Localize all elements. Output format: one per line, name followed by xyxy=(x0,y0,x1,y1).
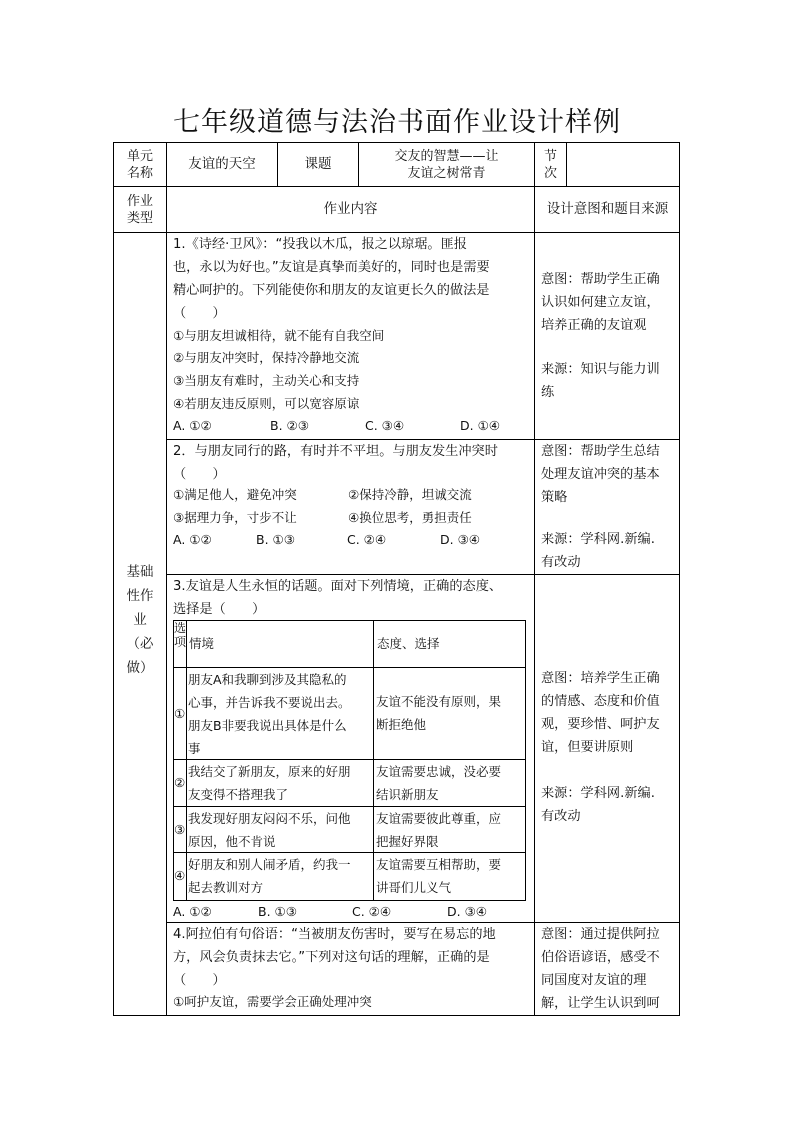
category-label-text: 基础性作业（必做） xyxy=(126,564,154,676)
q2-item: ④换位思考，勇担责任 xyxy=(348,510,472,525)
q3-scene-line: 心事，并告诉我不要说出去。 xyxy=(188,695,351,710)
q3-scene-line: 原因，他不肯说 xyxy=(188,834,276,849)
q3-row-scene xyxy=(188,853,351,899)
lesson-value-text: 交友的智慧——让友谊之树常青 xyxy=(394,148,499,181)
q1-source-line: 来源：知识与能力训 xyxy=(541,362,660,377)
q3-row-number: ④ xyxy=(174,868,186,883)
q3-source-line: 来源：学科网.新编. xyxy=(541,786,655,801)
q2-source-line: 有改动 xyxy=(541,555,581,570)
q4-stem xyxy=(173,923,533,992)
q3-scene-line: 起去教训对方 xyxy=(188,880,264,895)
q3-intent-line: 谊，但要讲原则 xyxy=(541,740,634,755)
q3-row-scene xyxy=(188,807,351,853)
q3-option-c: C. ②④ xyxy=(352,904,392,919)
category-label xyxy=(114,560,166,680)
q3-attitude-line: 断拒绝他 xyxy=(376,717,427,732)
q3-scene-line: 事 xyxy=(188,741,201,756)
q1-intent-line: 培养正确的友谊观 xyxy=(541,318,647,333)
section-label-text: 节次 xyxy=(543,148,557,181)
q3-row-attitude xyxy=(376,853,501,899)
q3-attitude-line: 友谊需要忠诚，没必要 xyxy=(376,764,502,779)
col-divider xyxy=(534,142,535,1016)
q2-option-d: D. ③④ xyxy=(440,532,480,547)
q2-intent-line: 意图：帮助学生总结 xyxy=(541,444,660,459)
q1-stem xyxy=(173,233,533,325)
type-column-header-text: 作业类型 xyxy=(126,193,153,226)
q1-item: ④若朋友违反原则，可以宽容原谅 xyxy=(173,396,360,411)
q2-intent-line: 处理友谊冲突的基本 xyxy=(541,467,660,482)
q4-intent-line: 伯俗语谚语，感受不 xyxy=(541,950,660,965)
q1-intent-line: 认识如何建立友谊， xyxy=(541,295,660,310)
q4-intent-line: 意图：通过提供阿拉 xyxy=(541,927,660,942)
unit-name-value: 友谊的天空 xyxy=(188,156,256,172)
q3-stem-line: 选择是（ ） xyxy=(173,602,266,617)
q2-source xyxy=(541,528,655,574)
q3-attitude-line: 友谊需要互相帮助，要 xyxy=(376,857,502,872)
q2-intent-line: 策略 xyxy=(541,490,568,505)
section-value xyxy=(567,143,679,186)
q3-intent-line: 意图：培养学生正确 xyxy=(541,671,660,686)
q3-row-number: ① xyxy=(174,706,186,721)
q3-scene-line: 友变得不搭理我了 xyxy=(188,787,289,802)
q1-stem-line: 精心呵护的。下列能使你和朋友的友谊更长久的做法是 xyxy=(173,283,490,298)
q3-row-number: ③ xyxy=(174,822,186,837)
q2-option-b: B. ①③ xyxy=(256,532,295,547)
q4-intent-line: 解，让学生认识到呵 xyxy=(541,996,660,1011)
q2-stem xyxy=(173,440,533,486)
q3-header-attitude: 态度、选择 xyxy=(377,636,440,651)
q3-row-attitude xyxy=(376,807,501,853)
lesson-label: 课题 xyxy=(304,156,332,172)
section-label xyxy=(535,143,566,186)
q2-stem-line: 2．与朋友同行的路，有时并不平坦。与朋友发生冲突时 xyxy=(173,444,498,459)
q3-attitude-line: 友谊不能没有原则，果 xyxy=(376,694,502,709)
q2-option-c: C. ②④ xyxy=(347,532,387,547)
content-column-header: 作业内容 xyxy=(323,201,378,217)
q2-item: ①满足他人，避免冲突 xyxy=(173,487,297,502)
q3-source-line: 有改动 xyxy=(541,809,581,824)
q3-stem-line: 3.友谊是人生永恒的话题。面对下列情境，正确的态度、 xyxy=(173,579,503,594)
q1-source xyxy=(541,358,660,404)
q3-col-divider xyxy=(373,620,374,901)
unit-name-label xyxy=(114,143,166,186)
q2-option-a: A. ①② xyxy=(173,532,212,547)
q3-attitude-line: 友谊需要彼此尊重，应 xyxy=(376,811,502,826)
q1-option-d: D. ①④ xyxy=(460,418,500,433)
q1-item: ①与朋友坦诚相待，就不能有自我空间 xyxy=(173,328,385,343)
q1-intent-line: 意图：帮助学生正确 xyxy=(541,272,660,287)
q3-scene-line: 好朋友和别人闹矛盾，约我一 xyxy=(188,857,351,872)
q3-attitude-line: 讲哥们儿义气 xyxy=(376,880,452,895)
q1-source-line: 练 xyxy=(541,385,555,400)
q3-header-scene: 情境 xyxy=(189,636,215,651)
q1-stem-line: （ ） xyxy=(173,306,226,321)
q3-attitude-line: 把握好界限 xyxy=(376,834,439,849)
q1-stem-line: 1.《诗经·卫风》：“投我以木瓜，报之以琼琚。匪报 xyxy=(173,237,467,252)
q3-row-scene xyxy=(188,760,351,806)
type-column-header xyxy=(114,187,166,232)
q4-intent xyxy=(541,923,660,1015)
q1-option-a: A. ①② xyxy=(173,418,212,433)
q1-item: ②与朋友冲突时，保持冷静地交流 xyxy=(173,350,360,365)
q2-source-line: 来源：学科网.新编. xyxy=(541,532,655,547)
q3-intent-line: 观，要珍惜、呵护友 xyxy=(541,717,660,732)
intent-column-header: 设计意图和题目来源 xyxy=(546,201,669,217)
q3-option-a: A. ①② xyxy=(173,904,212,919)
q1-intent xyxy=(541,268,660,337)
q1-option-c: C. ③④ xyxy=(365,418,405,433)
q3-source xyxy=(541,782,655,828)
q4-stem-line: （ ） xyxy=(173,973,226,988)
q3-intent-line: 的情感、态度和价值 xyxy=(541,694,660,709)
unit-name-label-text: 单元名称 xyxy=(126,148,153,181)
q1-item: ③当朋友有难时，主动关心和支持 xyxy=(173,373,360,388)
q3-scene-line: 朋友A和我聊到涉及其隐私的 xyxy=(188,672,347,687)
q2-stem-line: （ ） xyxy=(173,467,226,482)
q3-header-option: 选项 xyxy=(174,621,187,649)
q3-intent xyxy=(541,667,660,759)
q3-col-divider xyxy=(186,620,187,901)
q2-item: ②保持冷静，坦诚交流 xyxy=(348,487,472,502)
q4-item: ①呵护友谊，需要学会正确处理冲突 xyxy=(173,994,372,1009)
q3-stem xyxy=(173,575,533,621)
q3-row-attitude xyxy=(376,760,501,806)
q3-row-number: ② xyxy=(174,775,186,790)
q2-item: ③据理力争，寸步不让 xyxy=(173,510,297,525)
q3-attitude-line: 结识新朋友 xyxy=(376,787,439,802)
q4-stem-line: 方，风会负责抹去它。”下列对这句话的理解，正确的是 xyxy=(173,950,490,965)
q4-intent-line: 同国度对友谊的理 xyxy=(541,973,647,988)
q1-stem-line: 也，永以为好也。”友谊是真挚而美好的，同时也是需要 xyxy=(173,260,490,275)
q3-scene-line: 我发现好朋友闷闷不乐，问他 xyxy=(188,811,351,826)
q3-scene-line: 朋友B非要我说出具体是什么 xyxy=(188,718,347,733)
q2-intent xyxy=(541,440,660,509)
q3-row-attitude xyxy=(376,690,501,736)
q3-scene-line: 我结交了新朋友，原来的好朋 xyxy=(188,764,351,779)
q3-option-b: B. ①③ xyxy=(258,904,297,919)
q4-stem-line: 4.阿拉伯有句俗语：“当被朋友伤害时，要写在易忘的地 xyxy=(173,927,496,942)
q1-option-b: B. ②③ xyxy=(270,418,309,433)
lesson-value xyxy=(359,143,534,186)
q3-row-scene xyxy=(188,668,351,760)
q3-option-d: D. ③④ xyxy=(447,904,487,919)
col-divider xyxy=(166,142,167,1016)
page-title: 七年级道德与法治书面作业设计样例 xyxy=(173,107,621,138)
